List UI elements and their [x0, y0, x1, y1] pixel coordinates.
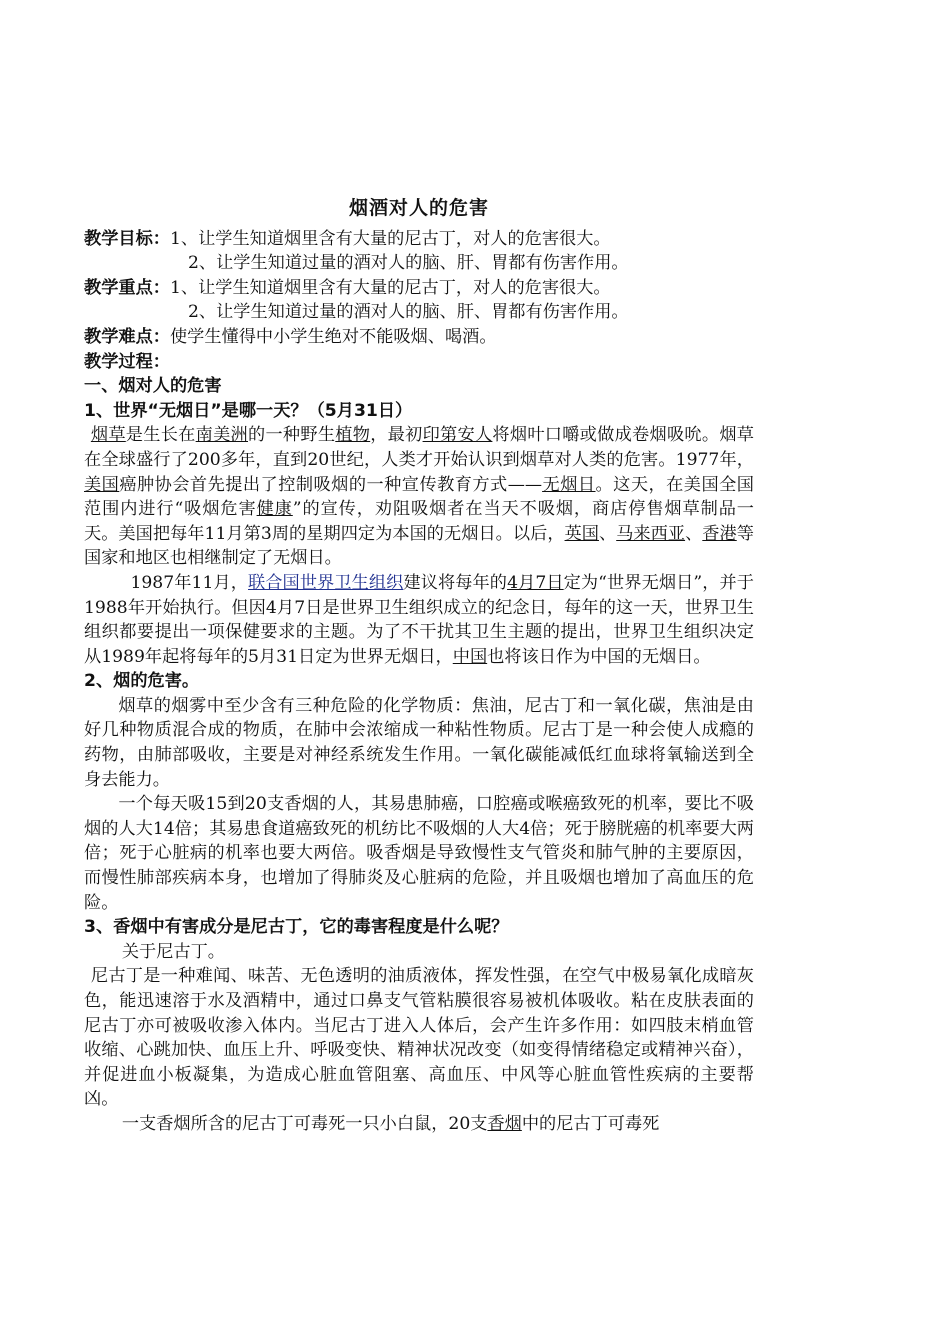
paragraph-1: 烟草是生长在南美洲的一种野生植物，最初印第安人将烟叶口嚼或做成卷烟吸吮。烟草在全球盛行了200多年，直到20世纪，人类才开始认识到烟草对人类的危害。1977年，美国癌肿协会首先提出了控制吸烟的一种宣传教育方式——无烟日。这天，在美国全国范围内进行“吸烟危害健康”的宣传，劝阻吸烟者在当天不吸烟，商店停售烟草制品一天。美国把每年11月第3周的星期四定为本国的无烟日。以后，英国、马来西亚、香港等国家和地区也相继制定了无烟日。	[84, 425, 754, 569]
paragraph-4: 一个每天吸15到20支香烟的人，其易患肺癌，口腔癌或喉癌致死的机率，要比不吸烟的人大14倍；其易患食道癌致死的机纺比不吸烟的人大4倍；死于膀胱癌的机率要大两倍；死于心脏病的机率也要大两倍。吸香烟是导致慢性支气管炎和肺气肿的主要原因，而慢性肺部疾病本身，也增加了得肺炎及心脏病的危险，并且吸烟也增加了高血压的危险。	[84, 794, 754, 913]
document-title: 烟酒对人的危害	[348, 197, 489, 219]
focus-item-2: 2、让学生知道过量的酒对人的脑、肝、胃都有伤害作用。	[188, 302, 629, 323]
paragraph-7: 一支香烟所含的尼古丁可毒死一只小白鼠，20支香烟中的尼古丁可毒死	[121, 1113, 660, 1134]
link-usa[interactable]: 美国	[84, 474, 120, 495]
document-page	[84, 196, 754, 1137]
paragraph-3: 烟草的烟雾中至少含有三种危险的化学物质：焦油，尼古丁和一氧化碳，焦油是由好几种物质混合成的物质，在肺中会浓缩成一种粘性物质。尼古丁是一种会使人成瘾的药物，由肺部吸收，主要是对神经系统发生作用。一氧化碳能减低红血球将氧输送到全身去能力。	[84, 695, 754, 790]
link-indians[interactable]: 印第安人	[422, 425, 493, 446]
link-hong-kong[interactable]: 香港	[702, 523, 737, 544]
link-april-7[interactable]: 4月7日	[507, 572, 564, 593]
focus-label: 教学重点：	[84, 277, 170, 298]
focus-row-2	[84, 300, 754, 325]
difficulty-text: 使学生懂得中小学生绝对不能吸烟、喝酒。	[169, 326, 497, 347]
goals-row-1	[84, 227, 754, 252]
goals-row-2	[84, 251, 754, 276]
paragraph-6: 尼古丁是一种难闻、味苦、无色透明的油质液体，挥发性强，在空气中极易氧化成暗灰色，能迅速溶于水及酒精中，通过口鼻支气管粘膜很容易被机体吸收。粘在皮肤表面的尼古丁亦可被吸收渗入体内。当尼古丁进入人体后，会产生许多作用：如四肢末梢血管收缩、心跳加快、血压上升、呼吸变快、精神状况改变（如变得情绪稳定或精神兴奋），并促进血小板凝集，为造成心脏血管阻塞、高血压、中风等心脏血管性疾病的主要帮凶。	[84, 966, 754, 1110]
link-cigarette[interactable]: 香烟	[487, 1113, 522, 1134]
link-tobacco[interactable]: 烟草	[90, 425, 126, 446]
difficulty-row	[84, 325, 754, 350]
question-heading-2: 2、烟的危害。	[84, 671, 200, 692]
link-health[interactable]: 健康	[256, 499, 293, 520]
link-south-america[interactable]: 南美洲	[195, 425, 248, 446]
link-china[interactable]: 中国	[452, 646, 488, 667]
goals-item-2: 2、让学生知道过量的酒对人的脑、肝、胃都有伤害作用。	[188, 253, 629, 274]
question-heading-3: 3、香烟中有害成分是尼古丁，它的毒害程度是什么呢？	[84, 917, 509, 938]
goals-label: 教学目标：	[84, 228, 170, 249]
paragraph-2: 1987年11月，联合国世界卫生组织建议将每年的4月7日定为“世界无烟日”，并于1988年开始执行。但因4月7日是世界卫生组织成立的纪念日，每年的这一天，世界卫生组织都要提出一项保健要求的主题。为了不干扰其卫生主题的提出，世界卫生组织决定从1989年起将每年的5月31日定为世界无烟日，中国也将该日作为中国的无烟日。	[84, 572, 754, 667]
focus-row-1	[84, 276, 754, 301]
process-label: 教学过程：	[84, 351, 170, 372]
question-heading-1: 1、世界“无烟日”是哪一天？（5月31日）	[84, 400, 413, 421]
link-malaysia[interactable]: 马来西亚	[616, 523, 686, 544]
goals-item-1: 1、让学生知道烟里含有大量的尼古丁，对人的危害很大。	[169, 228, 611, 249]
focus-item-1: 1、让学生知道烟里含有大量的尼古丁，对人的危害很大。	[169, 277, 611, 298]
paragraph-5: 关于尼古丁。	[121, 941, 225, 962]
difficulty-label: 教学难点：	[84, 326, 170, 347]
link-no-smoking-day[interactable]: 无烟日	[542, 474, 596, 495]
section-heading-1: 一、烟对人的危害	[84, 376, 222, 397]
link-plant[interactable]: 植物	[335, 425, 371, 446]
link-uk[interactable]: 英国	[564, 523, 599, 544]
link-who[interactable]: 联合国世界卫生组织	[248, 572, 404, 593]
